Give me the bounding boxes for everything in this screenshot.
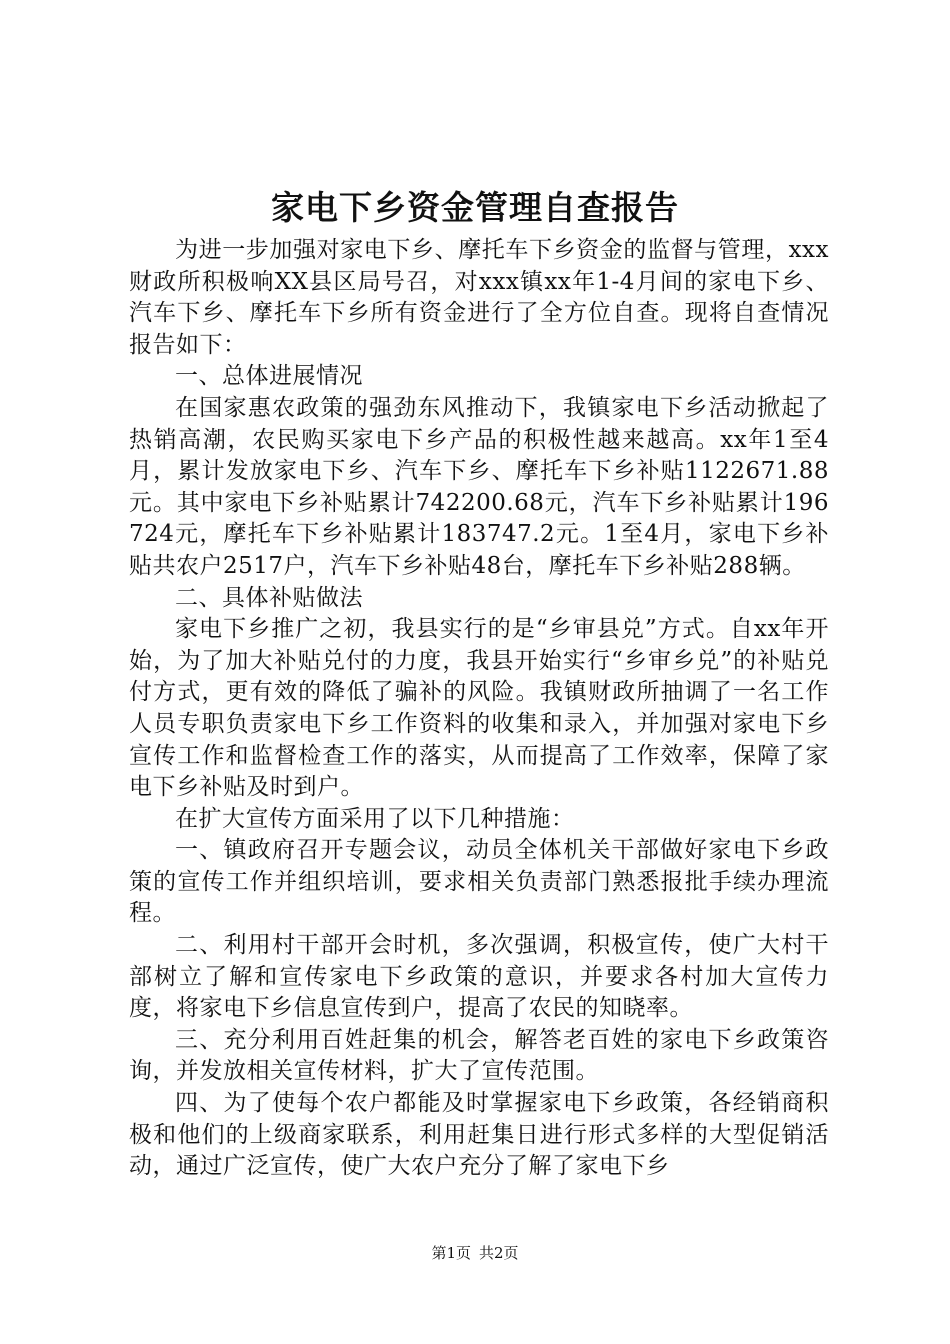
page-number-total: 共2页 (479, 1244, 519, 1262)
paragraph-measures-intro: 在扩大宣传方面采用了以下几种措施： (175, 805, 575, 832)
paragraph-overview: 在国家惠农政策的强劲东风推动下，我镇家电下乡活动掀起了热销高潮，农民购买家电下乡产品的积极性越来越高。xx年1至4月，累计发放家电下乡、汽车下乡、摩托车下乡补贴1122671.88元。其中家电下乡补贴累计742200.68元，汽车下乡补贴累计196724元，摩托车下乡补贴累计183747.2元。1至4月，家电下乡补贴共农户2517户，汽车下乡补贴48台，摩托车下乡补贴288辆。 (129, 394, 829, 579)
paragraph-measure-4: 四、为了使每个农户都能及时掌握家电下乡政策，各经销商积极和他们的上级商家联系，利用赶集日进行形式多样的大型促销活动，通过广泛宣传，使广大农户充分了解了家电下乡 (129, 1090, 829, 1180)
document-title: 家电下乡资金管理自查报告 (271, 188, 679, 227)
paragraph-measure-1: 一、镇政府召开专题会议，动员全体机关干部做好家电下乡政策的宣传工作并组织培训，要求相关负责部门熟悉报批手续办理流程。 (129, 837, 829, 927)
paragraph-measure-2: 二、利用村干部开会时机，多次强调，积极宣传，使广大村干部树立了解和宣传家电下乡政策的意识，并要求各村加大宣传力度，将家电下乡信息宣传到户，提高了农民的知晓率。 (129, 932, 829, 1022)
document-body (129, 235, 829, 1183)
paragraph-intro: 为进一步加强对家电下乡、摩托车下乡资金的监督与管理，xxx财政所积极响XX县区局号召，对xxx镇xx年1-4月间的家电下乡、汽车下乡、摩托车下乡所有资金进行了全方位自查。现将自查情况报告如下： (129, 237, 829, 358)
paragraph-methods: 家电下乡推广之初，我县实行的是“乡审县兑”方式。自xx年开始，为了加大补贴兑付的力度，我县开始实行“乡审乡兑”的补贴兑付方式，更有效的降低了骗补的风险。我镇财政所抽调了一名工作人员专职负责家电下乡工作资料的收集和录入，并加强对家电下乡宣传工作和监督检查工作的落实，从而提高了工作效率，保障了家电下乡补贴及时到户。 (129, 616, 829, 801)
paragraph-measure-3: 三、充分利用百姓赶集的机会，解答老百姓的家电下乡政策咨询，并发放相关宣传材料，扩大了宣传范围。 (129, 1026, 829, 1085)
page-number-current: 第1页 (431, 1244, 471, 1262)
section-heading-overview: 一、总体进展情况 (175, 363, 363, 390)
section-heading-methods: 二、具体补贴做法 (175, 584, 363, 611)
page-footer (0, 1243, 950, 1263)
